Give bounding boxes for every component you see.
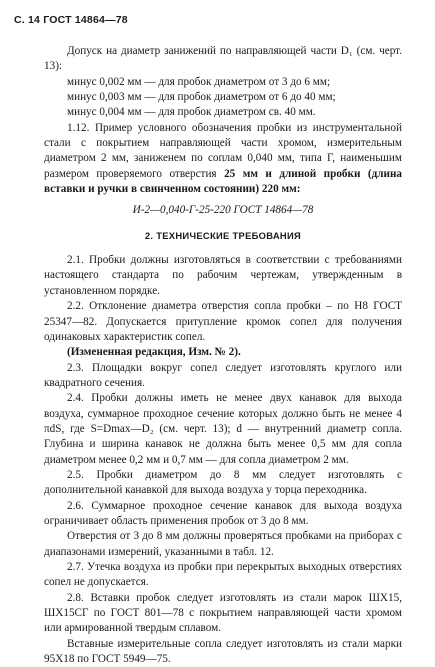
tolerance-intro: Допуск на диаметр занижений по направляющей части D₁ (см. черт. 13): [44, 45, 402, 73]
clause-2-4: 2.4. Пробки должны иметь не менее двух канавок для выхода воздуха, суммарное проходное сечение которых должно быть не менее 4 πdS, где S=Dmax—D₂ (см. черт. 13); d — внутренний диаметр сопла. Глубина и ширина канавок не должна быть менее 0,5 мм для сопла диаметром менее 0,2 мм и 0,7 мм — для сопла диаметром 2 мм. [44, 392, 402, 466]
clause-2-3: 2.3. Площадки вокруг сопел следует изготовлять круглого или квадратного сечения. [44, 361, 402, 389]
clause-2-6: 2.6. Суммарное проходное сечение канавок для выхода воздуха ограничивает область применения пробок от 3 до 8 мм. [44, 499, 402, 527]
document-body [44, 44, 402, 667]
clause-2-8-continued: Вставные измерительные сопла следует изготовлять из стали марки 95Х18 по ГОСТ 5949—75. [44, 637, 402, 666]
clause-2-7: 2.7. Утечка воздуха из пробки при перекрытых выходных отверстиях сопел не допускается. [44, 561, 402, 589]
designation-example-bold: 25 мм и длиной пробки (длина вставки и ручки в свинченном состоянии) 220 мм: [44, 167, 403, 196]
clause-2-5: 2.5. Пробки диаметром до 8 мм следует изготовлять с дополнительной канавкой для выхода воздуха у торца переходника. [44, 468, 402, 497]
section-title: 2. ТЕХНИЧЕСКИЕ ТРЕБОВАНИЯ [144, 229, 302, 241]
designation-example [44, 121, 402, 198]
designation-example-text: 1.12. Пример условного обозначения пробки из инструментальной стали с покрытием направляющей части хромом, измерительным диаметром 2 мм, заниженем по соплам 0,040 мм, типа Г, наименьшим размером проверяемого отверстия [44, 121, 402, 180]
clause-2-8: 2.8. Вставки пробок следует изготовлять из стали марок ШХ15, ШХ15СГ по ГОСТ 801—78 с покрытием направляющей части хромом или армированной твердым сплавом. [44, 591, 402, 635]
clause-2-1: 2.1. Пробки должны изготовляться в соответствии с требованиями настоящего стандарта по рабочим чертежам, утвержденным в установленном порядке. [44, 254, 402, 297]
change-note: (Измененная редакция, Изм. № 2). [67, 346, 241, 359]
tolerance-line-2: минус 0,003 мм — для пробок диаметром от 6 до 40 мм; [67, 91, 336, 104]
tolerance-line-3: минус 0,004 мм — для пробок диаметром св. 40 мм. [67, 106, 316, 119]
tolerance-line-1: минус 0,002 мм — для пробок диаметром от 3 до 6 мм; [67, 75, 331, 88]
page-header: С. 14 ГОСТ 14864—78 [14, 14, 128, 26]
designation-formula: И-2—0,040-Г-25-220 ГОСТ 14864—78 [132, 204, 314, 217]
clause-2-6-continued: Отверстия от 3 до 8 мм должны проверяться пробками на приборах с диапазонами измерений, указанными в табл. 12. [44, 530, 402, 558]
clause-2-2: 2.2. Отклонение диаметра отверстия сопла пробки – по Н8 ГОСТ 25347—82. Допускается притупление кромок сопел для получения одинаковых характеристик сопел. [44, 300, 402, 343]
